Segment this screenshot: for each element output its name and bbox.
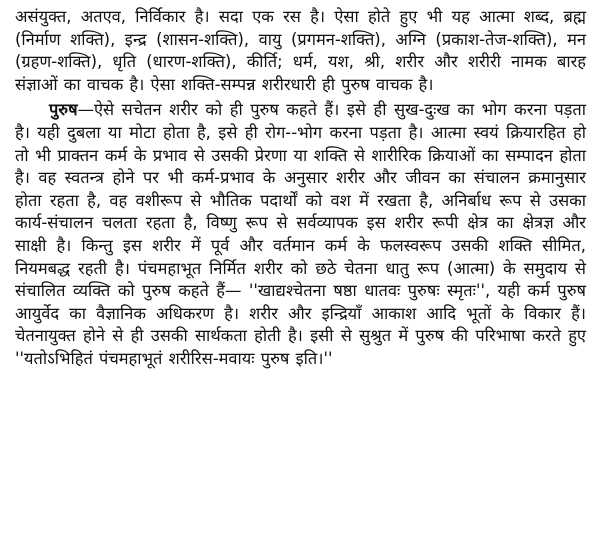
paragraph xyxy=(15,6,586,96)
paragraph-text: —ऐसे सचेतन शरीर को ही पुरुष कहते हैं। इसे ही सुख-दुःख का भोग करना पड़ता है। यही दुबला या मोटा होता है, इसे ही रोग--भोग करना पड़ता है। आत्मा स्वयं क्रियारहित हो तो भी प्राक्तन कर्म के प्रभाव से उसकी प्रेरणा या शक्ति से शारीरिक क्रियाओं का सम्पादन होता है। वह स्वतन्त्र होने पर भी कर्म-प्रभाव के अनुसार शरीर और जीवन का संचालन क्रमानुसार होता रहता है, वह वशीरूप से भौतिक पदार्थों को वश में रखता है, अनिर्बाध रूप से उसका कार्य-संचालन चलता रहता है, विष्णु रूप से सर्वव्यापक इस शरीर रूपी क्षेत्र का क्षेत्रज्ञ और साक्षी है। किन्तु इस शरीर में पूर्व और वर्तमान कर्म के फलस्वरूप उसकी शक्ति सीमित, नियमबद्ध रहती है। पंचमहाभूत निर्मित शरीर को छठे चेतना धातु रूप (आत्मा) के समुदाय से संचालित व्यक्ति को पुरुष कहते हैं— ''खाद्यश्चेतना षष्ठा धातवः पुरुषः स्मृतः'', यही कर्म पुरुष आयुर्वेद का वैज्ञानिक अधिकरण है। शरीर और इन्द्रियाँ आकाश आदि भूतों के विकार हैं। चेतनायुक्त होने से ही उसकी सार्थकता होती है। इसी से सुश्रुत में पुरुष की परिभाषा करते हुए ''यतोऽभिहितं पंचमहाभूतं शरीरिस-मवायः पुरुष इति।'' xyxy=(15,100,586,368)
paragraph-text: असंयुक्त, अतएव, निर्विकार है। सदा एक रस है। ऐसा होते हुए भी यह आत्मा शब्द, ब्रह्म (निर्माण शक्ति), इन्द्र (शासन-शक्ति), वायु (प्रगमन-शक्ति), अग्नि (प्रकाश-तेज-शक्ति), मन (ग्रहण-शक्ति), धृति (धारण-शक्ति), कीर्ति; धर्म, यश, श्री, शरीर और शरीरी नामक बारह संज्ञाओं का वाचक है। ऐसा शक्ति-सम्पन्न शरीरधारी ही पुरुष वाचक है। xyxy=(15,7,586,94)
paragraph xyxy=(15,99,586,370)
defined-term: पुरुष xyxy=(49,100,78,120)
